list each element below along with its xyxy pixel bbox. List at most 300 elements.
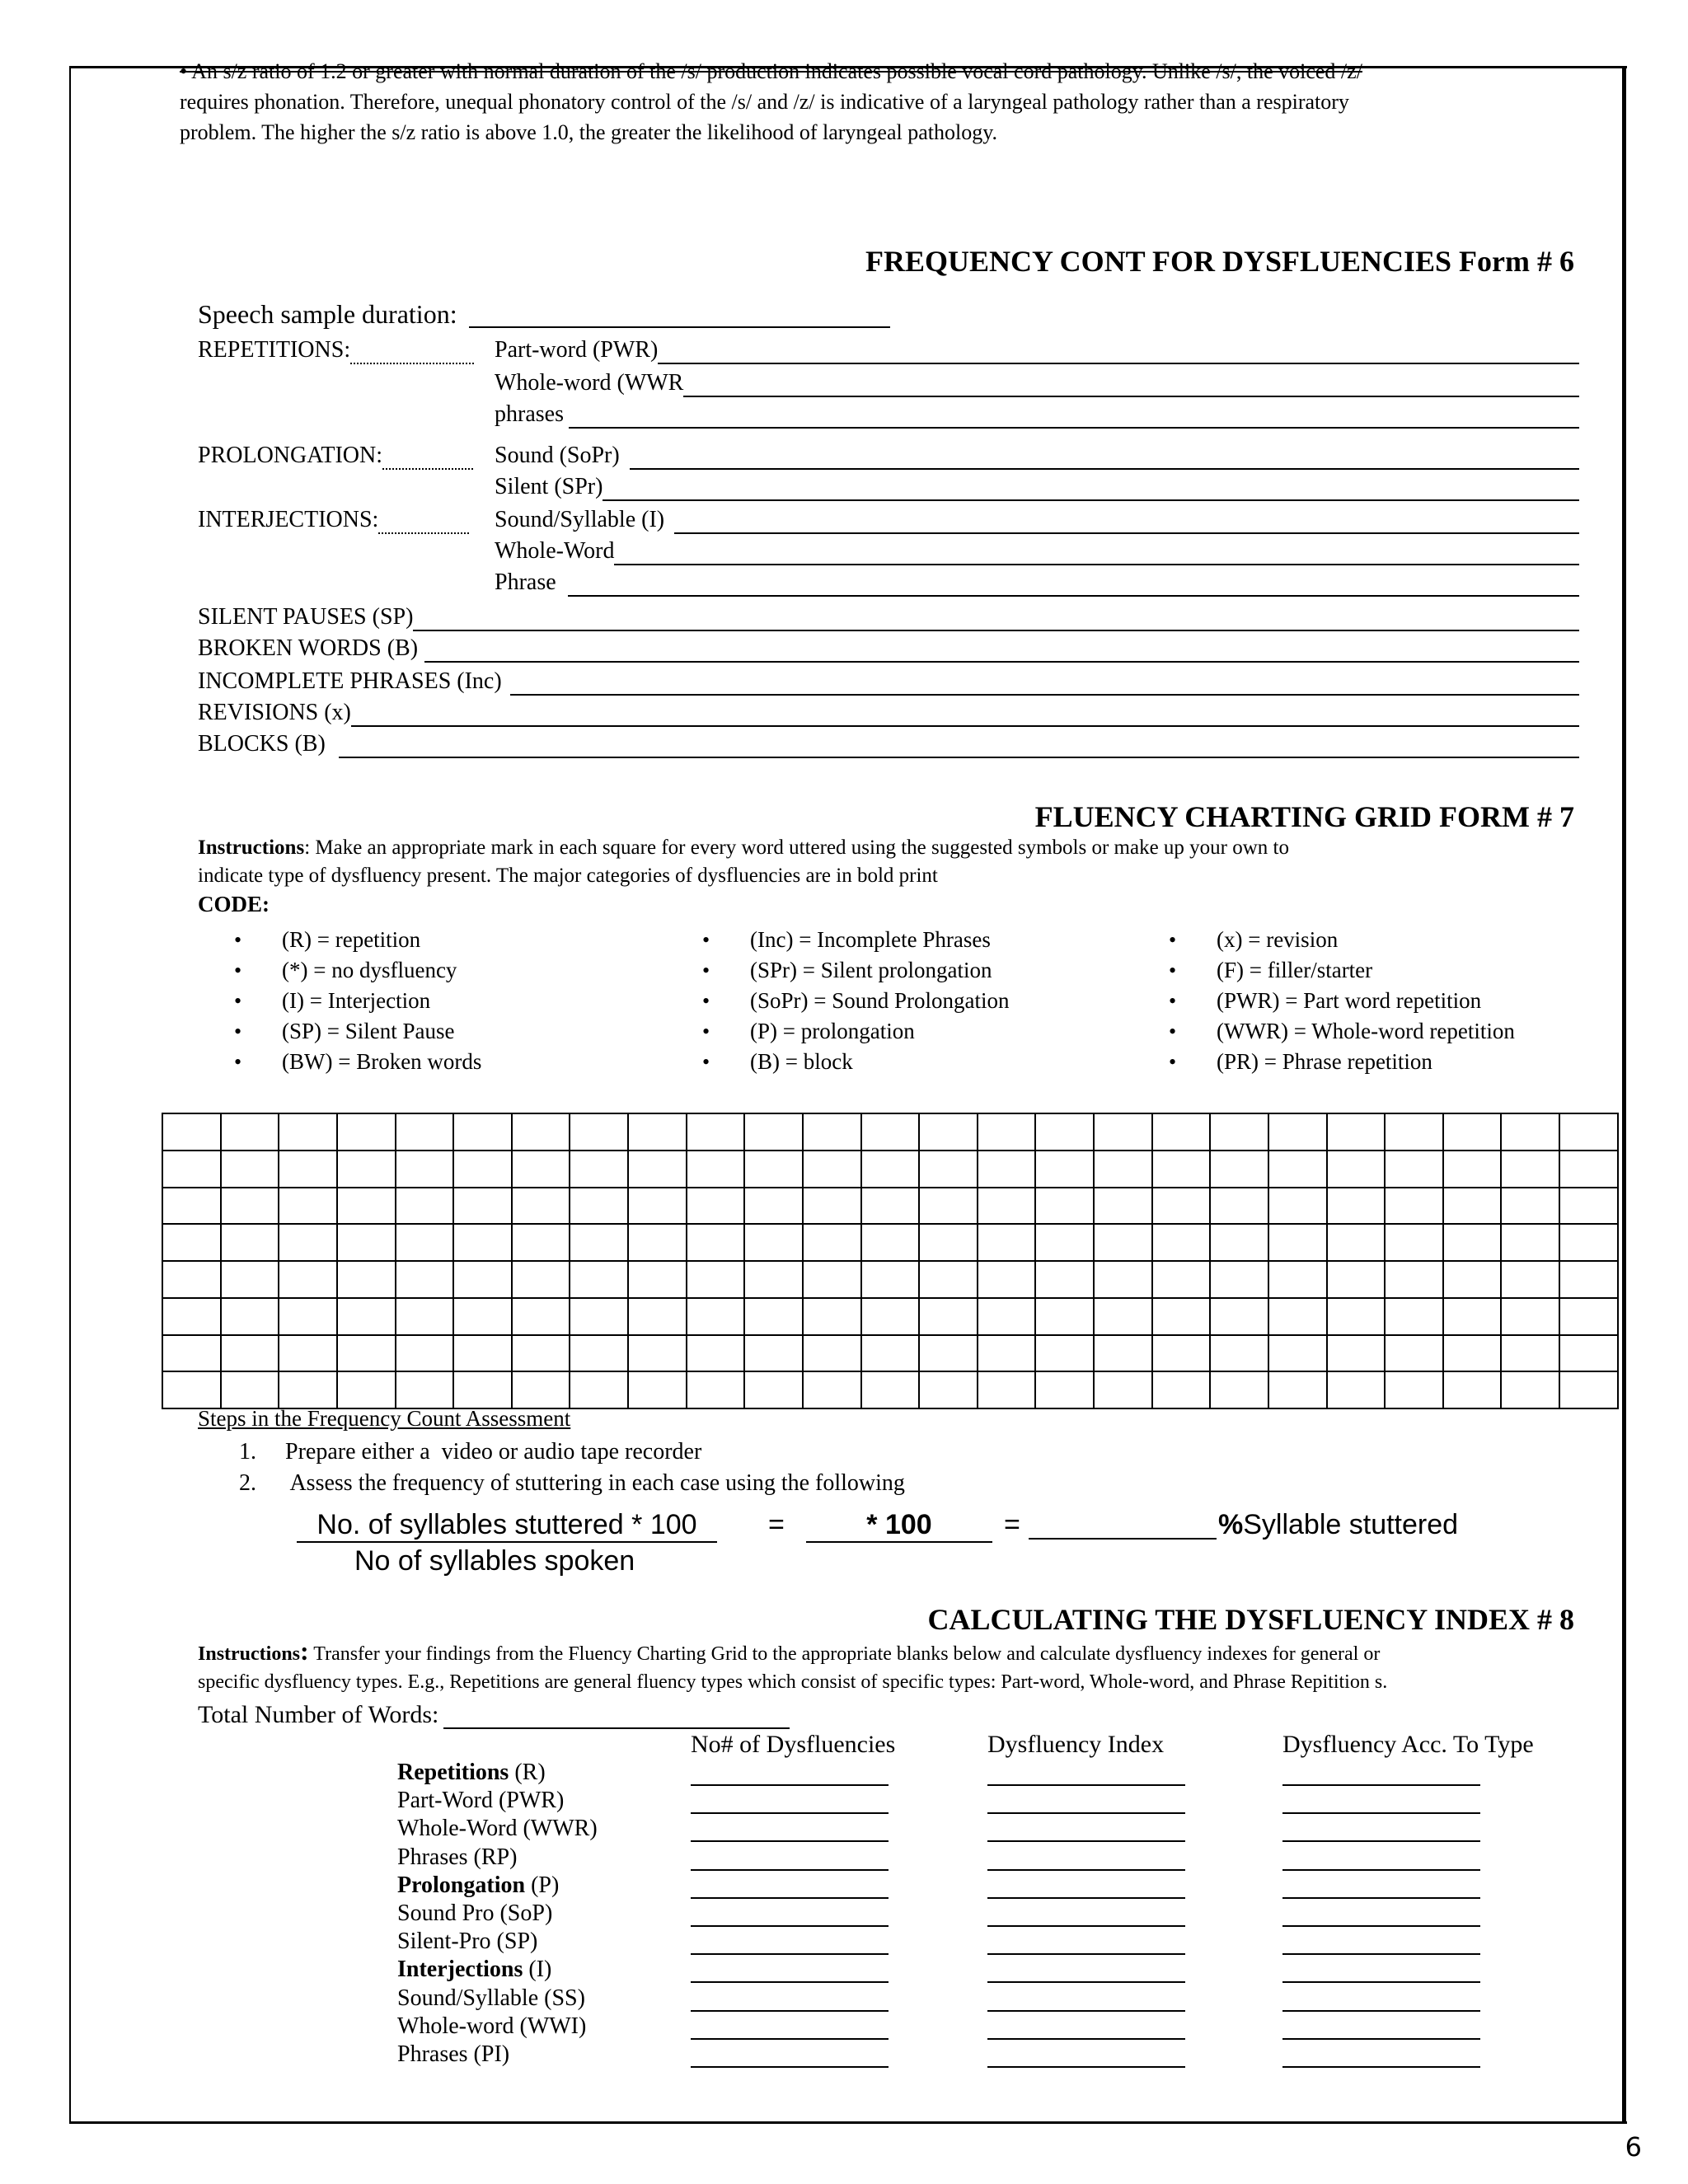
- grid-cell[interactable]: [978, 1188, 1036, 1225]
- grid-cell[interactable]: [337, 1371, 396, 1408]
- code-item: • (R) = repetition: [234, 925, 481, 955]
- index-blank-field[interactable]: [987, 1953, 1185, 1955]
- index-blank-field[interactable]: [1282, 1784, 1480, 1786]
- code-item: • (SPr) = Silent prolongation: [702, 955, 1010, 986]
- grid-cell[interactable]: [919, 1371, 978, 1408]
- grid-cell[interactable]: [570, 1335, 628, 1372]
- note-line-3: problem. The higher the s/z ratio is above 1.0, the greater the likelihood of laryngeal pathology.: [180, 120, 998, 144]
- grid-cell[interactable]: [1443, 1113, 1502, 1151]
- grid-cell[interactable]: [570, 1298, 628, 1335]
- grid-cell[interactable]: [744, 1224, 803, 1261]
- whole-word-row: [495, 369, 1579, 397]
- grid-cell[interactable]: [279, 1224, 337, 1261]
- grid-cell[interactable]: [1327, 1335, 1386, 1372]
- index-blank-field[interactable]: [1282, 2010, 1480, 2012]
- index-blank-field[interactable]: [1282, 1981, 1480, 1983]
- grid-cell[interactable]: [221, 1224, 279, 1261]
- grid-cell[interactable]: [453, 1113, 512, 1151]
- grid-cell[interactable]: [1210, 1335, 1268, 1372]
- grid-cell[interactable]: [744, 1298, 803, 1335]
- code-item: • (BW) = Broken words: [234, 1047, 481, 1077]
- index-blank-field[interactable]: [987, 1840, 1185, 1842]
- grid-cell[interactable]: [453, 1335, 512, 1372]
- grid-cell[interactable]: [1094, 1298, 1152, 1335]
- formula-denominator: No of syllables spoken: [354, 1545, 635, 1577]
- page-number: 6: [1625, 2131, 1642, 2163]
- grid-cell[interactable]: [512, 1224, 570, 1261]
- grid-cell[interactable]: [1094, 1113, 1152, 1151]
- form8-instr-label: Instructions: [198, 1643, 301, 1665]
- grid-cell[interactable]: [803, 1113, 861, 1151]
- grid-cell[interactable]: [1268, 1298, 1327, 1335]
- grid-cell[interactable]: [1559, 1261, 1618, 1298]
- grid-cell[interactable]: [1152, 1371, 1211, 1408]
- grid-cell[interactable]: [1035, 1188, 1094, 1225]
- grid-cell[interactable]: [221, 1298, 279, 1335]
- whole-word-field[interactable]: [683, 373, 1579, 397]
- grid-cell[interactable]: [162, 1371, 221, 1408]
- grid-cell[interactable]: [1327, 1113, 1386, 1151]
- broken-words-label: BROKEN WORDS (B): [198, 635, 419, 661]
- grid-cell[interactable]: [453, 1298, 512, 1335]
- grid-cell[interactable]: [744, 1113, 803, 1151]
- grid-cell[interactable]: [687, 1188, 745, 1225]
- step-1: 1. Prepare either a video or audio tape recorder: [239, 1439, 702, 1465]
- total-words-row: [198, 1701, 790, 1729]
- grid-cell[interactable]: [1327, 1151, 1386, 1188]
- grid-cell[interactable]: [628, 1335, 687, 1372]
- grid-cell[interactable]: [1268, 1371, 1327, 1408]
- grid-cell[interactable]: [1501, 1113, 1559, 1151]
- grid-cell[interactable]: [221, 1151, 279, 1188]
- index-blank-field[interactable]: [987, 1784, 1185, 1786]
- grid-cell[interactable]: [861, 1261, 920, 1298]
- blocks-label: BLOCKS (B): [198, 731, 326, 757]
- grid-cell[interactable]: [628, 1188, 687, 1225]
- sound-syllable-field[interactable]: [674, 509, 1579, 534]
- grid-cell[interactable]: [1327, 1371, 1386, 1408]
- grid-cell[interactable]: [396, 1261, 454, 1298]
- index-blank-field[interactable]: [1282, 1925, 1480, 1927]
- grid-cell[interactable]: [512, 1151, 570, 1188]
- code-column-1: [234, 925, 481, 1077]
- grid-cell[interactable]: [1559, 1298, 1618, 1335]
- grid-cell[interactable]: [453, 1261, 512, 1298]
- grid-cell[interactable]: [396, 1335, 454, 1372]
- grid-cell[interactable]: [1035, 1224, 1094, 1261]
- grid-cell[interactable]: [1035, 1113, 1094, 1151]
- silent-pauses-field[interactable]: [413, 607, 1579, 631]
- grid-cell[interactable]: [687, 1224, 745, 1261]
- grid-cell[interactable]: [1559, 1113, 1618, 1151]
- index-blank-field[interactable]: [1282, 1840, 1480, 1842]
- grid-cell[interactable]: [453, 1224, 512, 1261]
- grid-cell[interactable]: [279, 1335, 337, 1372]
- grid-cell[interactable]: [1443, 1261, 1502, 1298]
- grid-cell[interactable]: [396, 1224, 454, 1261]
- sample-duration-row: [198, 300, 890, 328]
- index-blank-field[interactable]: [691, 2038, 889, 2040]
- phrases-field[interactable]: [569, 404, 1579, 429]
- col-header-dysfluencies: No# of Dysfluencies: [691, 1731, 896, 1758]
- grid-cell[interactable]: [1152, 1113, 1211, 1151]
- index-blank-field[interactable]: [691, 1953, 889, 1955]
- grid-row: [162, 1224, 1618, 1261]
- grid-cell[interactable]: [1210, 1151, 1268, 1188]
- grid-cell[interactable]: [687, 1371, 745, 1408]
- interjections-label-row: [198, 506, 469, 534]
- code-item: • (P) = prolongation: [702, 1016, 1010, 1047]
- grid-cell[interactable]: [512, 1298, 570, 1335]
- grid-cell[interactable]: [221, 1188, 279, 1225]
- index-row-label: Sound Pro (SoP): [397, 1900, 553, 1926]
- grid-cell[interactable]: [512, 1261, 570, 1298]
- grid-cell[interactable]: [1501, 1371, 1559, 1408]
- grid-cell[interactable]: [687, 1151, 745, 1188]
- grid-cell[interactable]: [861, 1151, 920, 1188]
- grid-cell[interactable]: [1210, 1371, 1268, 1408]
- grid-cell[interactable]: [1385, 1188, 1443, 1225]
- grid-cell[interactable]: [1443, 1298, 1502, 1335]
- grid-cell[interactable]: [861, 1335, 920, 1372]
- grid-cell[interactable]: [919, 1224, 978, 1261]
- grid-cell[interactable]: [453, 1151, 512, 1188]
- grid-cell[interactable]: [1501, 1224, 1559, 1261]
- grid-cell[interactable]: [1035, 1151, 1094, 1188]
- index-blank-field[interactable]: [987, 1925, 1185, 1927]
- grid-cell[interactable]: [162, 1261, 221, 1298]
- grid-row: [162, 1113, 1618, 1151]
- grid-cell[interactable]: [1501, 1335, 1559, 1372]
- steps-title: Steps in the Frequency Count Assessment: [198, 1406, 571, 1431]
- phrase-field[interactable]: [568, 572, 1579, 597]
- index-blank-field[interactable]: [1282, 1953, 1480, 1955]
- grid-row: [162, 1188, 1618, 1225]
- phrases-label: phrases: [495, 401, 564, 427]
- grid-cell[interactable]: [628, 1113, 687, 1151]
- total-words-field[interactable]: [443, 1704, 790, 1729]
- sample-duration-label: Speech sample duration:: [198, 299, 457, 329]
- silent-spr-field[interactable]: [603, 476, 1579, 501]
- silent-pauses-row: [198, 603, 1579, 631]
- grid-cell[interactable]: [570, 1113, 628, 1151]
- grid-cell[interactable]: [1152, 1188, 1211, 1225]
- grid-cell[interactable]: [744, 1371, 803, 1408]
- code-item: • (x) = revision: [1169, 925, 1515, 955]
- grid-cell[interactable]: [1094, 1261, 1152, 1298]
- grid-cell[interactable]: [1385, 1224, 1443, 1261]
- grid-cell[interactable]: [978, 1298, 1036, 1335]
- grid-cell[interactable]: [396, 1151, 454, 1188]
- prolongation-label-row: [198, 442, 473, 470]
- index-blank-field[interactable]: [987, 2066, 1185, 2068]
- incomplete-phrases-field[interactable]: [510, 671, 1579, 696]
- grid-cell[interactable]: [1385, 1261, 1443, 1298]
- code-item: • (SP) = Silent Pause: [234, 1016, 481, 1047]
- grid-cell[interactable]: [279, 1261, 337, 1298]
- step-2: 2. Assess the frequency of stuttering in each case using the following: [239, 1470, 905, 1496]
- grid-cell[interactable]: [1327, 1224, 1386, 1261]
- sample-duration-field[interactable]: [469, 303, 890, 328]
- grid-cell[interactable]: [162, 1151, 221, 1188]
- grid-cell[interactable]: [1268, 1261, 1327, 1298]
- code-label: CODE:: [198, 892, 270, 916]
- whole-word2-field[interactable]: [614, 541, 1579, 565]
- grid-cell[interactable]: [453, 1188, 512, 1225]
- grid-cell[interactable]: [687, 1335, 745, 1372]
- grid-cell[interactable]: [1094, 1371, 1152, 1408]
- grid-cell[interactable]: [396, 1298, 454, 1335]
- grid-cell[interactable]: [861, 1224, 920, 1261]
- grid-cell[interactable]: [861, 1298, 920, 1335]
- grid-cell[interactable]: [1268, 1151, 1327, 1188]
- grid-cell[interactable]: [396, 1188, 454, 1225]
- grid-cell[interactable]: [1035, 1261, 1094, 1298]
- grid-cell[interactable]: [1559, 1371, 1618, 1408]
- repetitions-label-row: [198, 336, 474, 364]
- grid-cell[interactable]: [512, 1188, 570, 1225]
- grid-cell[interactable]: [221, 1371, 279, 1408]
- grid-cell[interactable]: [803, 1335, 861, 1372]
- index-blank-field[interactable]: [1282, 1812, 1480, 1814]
- grid-cell[interactable]: [1094, 1335, 1152, 1372]
- grid-cell[interactable]: [628, 1371, 687, 1408]
- grid-cell[interactable]: [919, 1335, 978, 1372]
- index-blank-field[interactable]: [691, 1840, 889, 1842]
- index-blank-field[interactable]: [1282, 1897, 1480, 1899]
- grid-cell[interactable]: [1210, 1298, 1268, 1335]
- grid-cell[interactable]: [337, 1335, 396, 1372]
- grid-cell[interactable]: [978, 1113, 1036, 1151]
- grid-cell[interactable]: [1210, 1188, 1268, 1225]
- grid-cell[interactable]: [1327, 1261, 1386, 1298]
- code-item: • (F) = filler/starter: [1169, 955, 1515, 986]
- grid-cell[interactable]: [628, 1298, 687, 1335]
- index-blank-field[interactable]: [691, 1812, 889, 1814]
- grid-cell[interactable]: [744, 1151, 803, 1188]
- grid-cell[interactable]: [396, 1371, 454, 1408]
- grid-cell[interactable]: [396, 1113, 454, 1151]
- grid-cell[interactable]: [803, 1151, 861, 1188]
- grid-cell[interactable]: [570, 1151, 628, 1188]
- index-blank-field[interactable]: [691, 1869, 889, 1871]
- grid-cell[interactable]: [1443, 1371, 1502, 1408]
- index-row-label: Silent-Pro (SP): [397, 1929, 538, 1954]
- grid-cell[interactable]: [279, 1113, 337, 1151]
- index-blank-field[interactable]: [987, 2010, 1185, 2012]
- grid-cell[interactable]: [1094, 1151, 1152, 1188]
- grid-cell[interactable]: [162, 1298, 221, 1335]
- grid-cell[interactable]: [1385, 1113, 1443, 1151]
- index-blank-field[interactable]: [691, 1897, 889, 1899]
- silent-spr-label: Silent (SPr): [495, 474, 603, 499]
- index-blank-field[interactable]: [1282, 2038, 1480, 2040]
- index-blank-field[interactable]: [987, 2038, 1185, 2040]
- grid-cell[interactable]: [1094, 1188, 1152, 1225]
- grid-cell[interactable]: [337, 1261, 396, 1298]
- grid-cell[interactable]: [919, 1113, 978, 1151]
- page-border-left: [69, 66, 71, 2124]
- grid-cell[interactable]: [919, 1261, 978, 1298]
- grid-cell[interactable]: [453, 1371, 512, 1408]
- grid-cell[interactable]: [1443, 1224, 1502, 1261]
- grid-cell[interactable]: [279, 1298, 337, 1335]
- grid-cell[interactable]: [687, 1298, 745, 1335]
- grid-cell[interactable]: [1327, 1188, 1386, 1225]
- grid-cell[interactable]: [628, 1151, 687, 1188]
- grid-cell[interactable]: [919, 1298, 978, 1335]
- grid-cell[interactable]: [1559, 1151, 1618, 1188]
- index-row-label: Phrases (RP): [397, 1844, 518, 1870]
- grid-cell[interactable]: [1035, 1298, 1094, 1335]
- grid-cell[interactable]: [744, 1261, 803, 1298]
- broken-words-field[interactable]: [424, 638, 1579, 663]
- form8-instr-line1: Transfer your findings from the Fluency Charting Grid to the appropriate blanks below and calculate dysfluency indexes for general or: [308, 1643, 1381, 1665]
- index-blank-field[interactable]: [1282, 2066, 1480, 2068]
- grid-cell[interactable]: [1210, 1261, 1268, 1298]
- index-blank-field[interactable]: [987, 1812, 1185, 1814]
- grid-cell[interactable]: [279, 1151, 337, 1188]
- sz-ratio-note: [180, 56, 1610, 148]
- grid-cell[interactable]: [861, 1113, 920, 1151]
- grid-cell[interactable]: [1268, 1335, 1327, 1372]
- part-word-row: [495, 336, 1579, 364]
- grid-cell[interactable]: [978, 1151, 1036, 1188]
- grid-cell[interactable]: [1385, 1298, 1443, 1335]
- grid-cell[interactable]: [337, 1151, 396, 1188]
- grid-cell[interactable]: [919, 1188, 978, 1225]
- grid-cell[interactable]: [162, 1188, 221, 1225]
- grid-cell[interactable]: [1501, 1298, 1559, 1335]
- grid-cell[interactable]: [1559, 1335, 1618, 1372]
- grid-cell[interactable]: [279, 1188, 337, 1225]
- grid-cell[interactable]: [162, 1335, 221, 1372]
- grid-cell[interactable]: [803, 1371, 861, 1408]
- index-blank-field[interactable]: [691, 2010, 889, 2012]
- index-blank-field[interactable]: [691, 2066, 889, 2068]
- index-blank-field[interactable]: [1282, 1869, 1480, 1871]
- grid-cell[interactable]: [1385, 1151, 1443, 1188]
- grid-cell[interactable]: [570, 1188, 628, 1225]
- grid-cell[interactable]: [337, 1224, 396, 1261]
- grid-cell[interactable]: [919, 1151, 978, 1188]
- grid-cell[interactable]: [1443, 1151, 1502, 1188]
- grid-cell[interactable]: [1559, 1188, 1618, 1225]
- grid-cell[interactable]: [1501, 1151, 1559, 1188]
- grid-cell[interactable]: [803, 1298, 861, 1335]
- grid-cell[interactable]: [1501, 1261, 1559, 1298]
- grid-cell[interactable]: [1035, 1371, 1094, 1408]
- grid-cell[interactable]: [512, 1335, 570, 1372]
- grid-cell[interactable]: [1152, 1224, 1211, 1261]
- form7-instr-label: Instructions: [198, 837, 305, 859]
- blocks-field[interactable]: [339, 733, 1579, 758]
- grid-cell[interactable]: [221, 1335, 279, 1372]
- col-header-index: Dysfluency Index: [987, 1731, 1165, 1758]
- grid-cell[interactable]: [1385, 1335, 1443, 1372]
- grid-cell[interactable]: [337, 1188, 396, 1225]
- grid-cell[interactable]: [1268, 1113, 1327, 1151]
- grid-cell[interactable]: [279, 1371, 337, 1408]
- grid-cell[interactable]: [1268, 1224, 1327, 1261]
- index-blank-field[interactable]: [987, 1981, 1185, 1983]
- grid-cell[interactable]: [570, 1371, 628, 1408]
- grid-cell[interactable]: [978, 1224, 1036, 1261]
- grid-cell[interactable]: [512, 1371, 570, 1408]
- grid-cell[interactable]: [1268, 1188, 1327, 1225]
- percent-sign: %: [1218, 1509, 1244, 1540]
- grid-cell[interactable]: [628, 1261, 687, 1298]
- grid-row: [162, 1151, 1618, 1188]
- grid-cell[interactable]: [1210, 1113, 1268, 1151]
- code-item: • (*) = no dysfluency: [234, 955, 481, 986]
- index-blank-field[interactable]: [691, 1981, 889, 1983]
- index-row-label: Interjections (I): [397, 1957, 552, 1982]
- revisions-field[interactable]: [351, 702, 1579, 727]
- grid-cell[interactable]: [744, 1188, 803, 1225]
- grid-cell[interactable]: [1035, 1335, 1094, 1372]
- grid-cell[interactable]: [1443, 1335, 1502, 1372]
- incomplete-phrases-label: INCOMPLETE PHRASES (Inc): [198, 668, 502, 694]
- grid-cell[interactable]: [221, 1261, 279, 1298]
- grid-cell[interactable]: [803, 1188, 861, 1225]
- grid-cell[interactable]: [978, 1371, 1036, 1408]
- grid-cell[interactable]: [570, 1224, 628, 1261]
- grid-cell[interactable]: [803, 1224, 861, 1261]
- formula-equals-2: =: [1004, 1509, 1020, 1540]
- grid-cell[interactable]: [1152, 1335, 1211, 1372]
- grid-cell[interactable]: [803, 1261, 861, 1298]
- grid-cell[interactable]: [1501, 1188, 1559, 1225]
- grid-cell[interactable]: [1385, 1371, 1443, 1408]
- grid-cell[interactable]: [1327, 1298, 1386, 1335]
- grid-cell[interactable]: [978, 1335, 1036, 1372]
- grid-cell[interactable]: [1152, 1298, 1211, 1335]
- formula-multiplier: * 100: [806, 1508, 992, 1543]
- index-blank-field[interactable]: [691, 1925, 889, 1927]
- percent-result-field[interactable]: [1029, 1538, 1217, 1540]
- grid-cell[interactable]: [1152, 1261, 1211, 1298]
- grid-cell[interactable]: [628, 1224, 687, 1261]
- grid-cell[interactable]: [1443, 1188, 1502, 1225]
- note-line-2: requires phonation. Therefore, unequal phonatory control of the /s/ and /z/ is indicative of a laryngeal pathology rather than a respiratory: [180, 90, 1349, 114]
- code-item: • (B) = block: [702, 1047, 1010, 1077]
- grid-cell[interactable]: [1094, 1224, 1152, 1261]
- grid-cell[interactable]: [1152, 1151, 1211, 1188]
- sound-sopr-field[interactable]: [630, 445, 1579, 470]
- index-blank-field[interactable]: [691, 1784, 889, 1786]
- index-blank-field[interactable]: [987, 1897, 1185, 1899]
- index-blank-field[interactable]: [987, 1869, 1185, 1871]
- grid-cell[interactable]: [162, 1113, 221, 1151]
- grid-cell[interactable]: [1559, 1224, 1618, 1261]
- grid-cell[interactable]: [687, 1113, 745, 1151]
- grid-cell[interactable]: [221, 1113, 279, 1151]
- grid-cell[interactable]: [861, 1371, 920, 1408]
- part-word-label: Part-word (PWR): [495, 337, 659, 363]
- part-word-field[interactable]: [658, 340, 1579, 364]
- grid-cell[interactable]: [744, 1335, 803, 1372]
- grid-cell[interactable]: [337, 1298, 396, 1335]
- grid-cell[interactable]: [978, 1261, 1036, 1298]
- grid-cell[interactable]: [1210, 1224, 1268, 1261]
- grid-cell[interactable]: [162, 1224, 221, 1261]
- grid-cell[interactable]: [337, 1113, 396, 1151]
- grid-cell[interactable]: [861, 1188, 920, 1225]
- grid-cell[interactable]: [570, 1261, 628, 1298]
- grid-cell[interactable]: [512, 1113, 570, 1151]
- grid-cell[interactable]: [687, 1261, 745, 1298]
